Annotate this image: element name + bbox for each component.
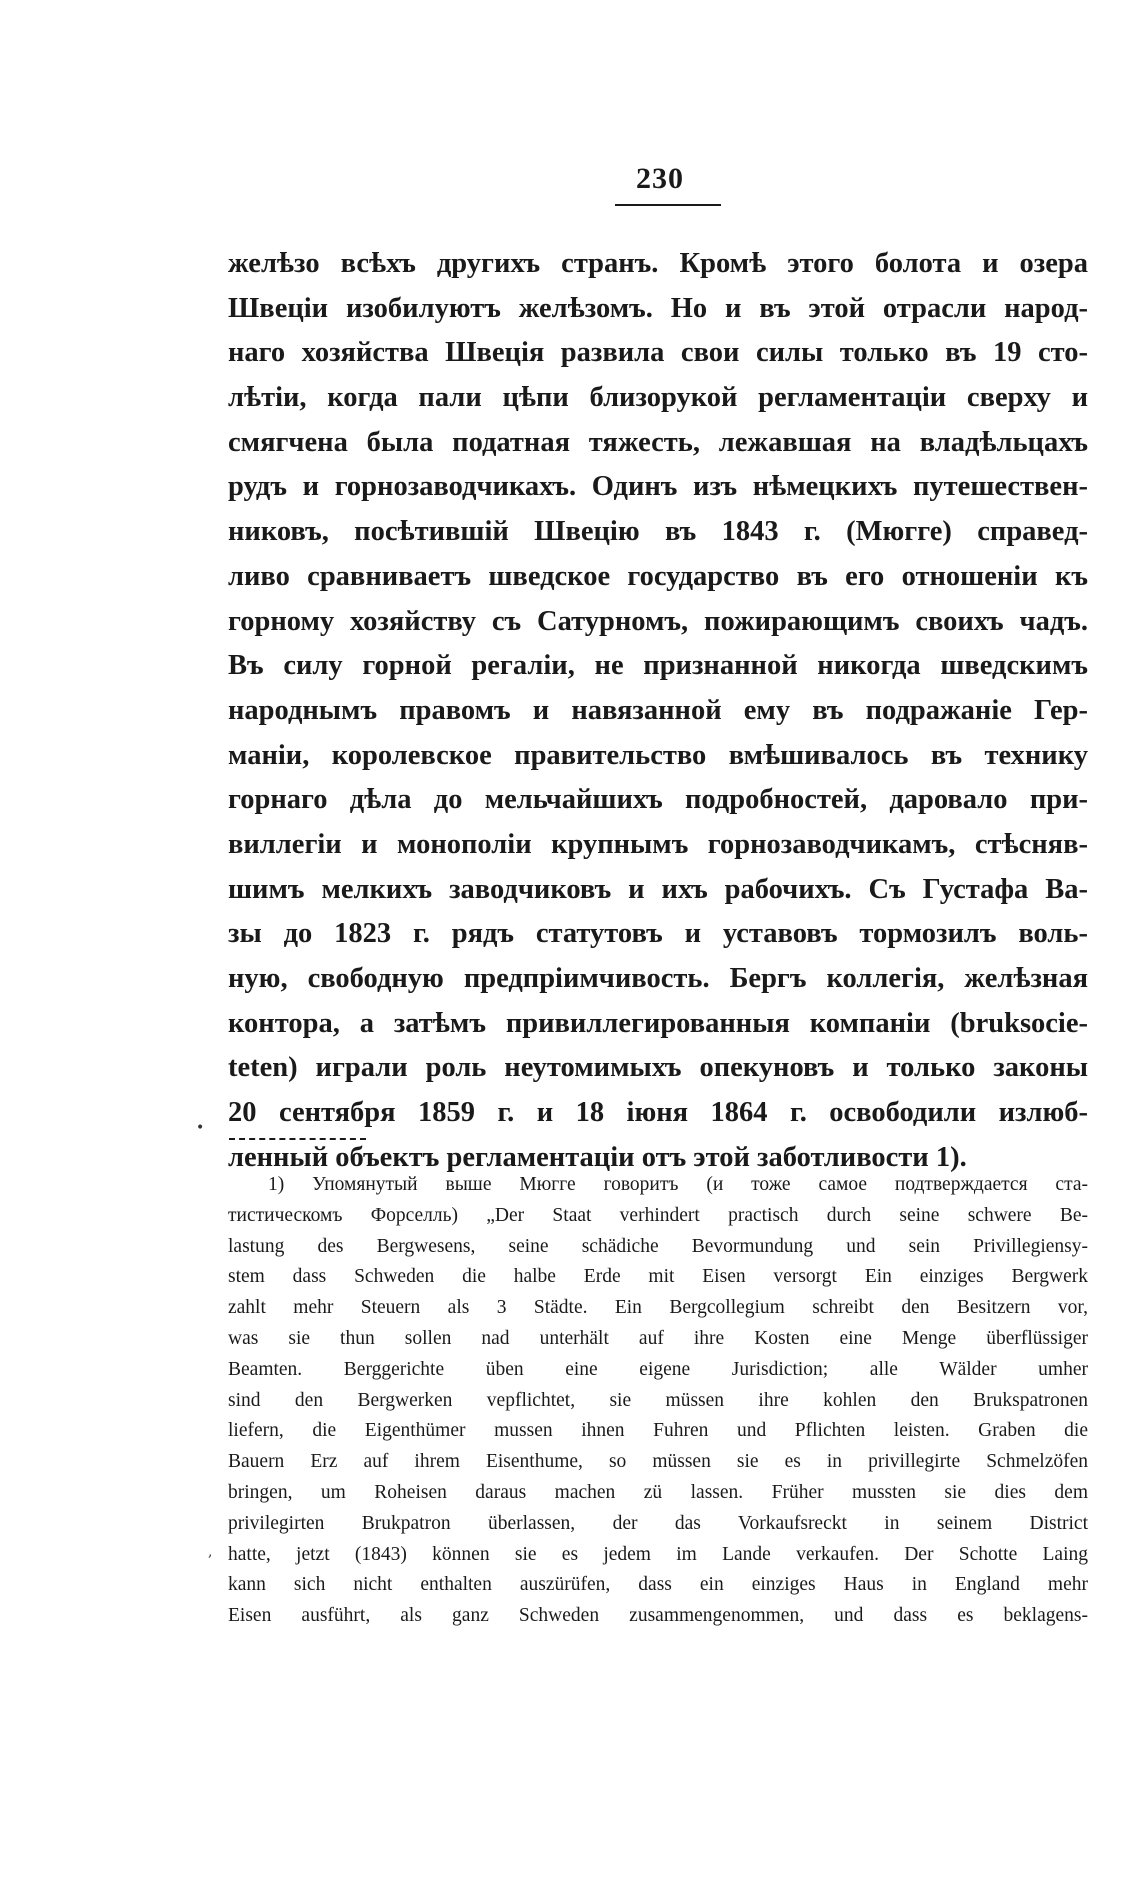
text-line: народнымъ правомъ и навязанной ему въ подражаніе Гер- [228, 694, 1088, 726]
margin-comma: , [208, 1544, 213, 1560]
text-line-content: ленный объектъ регламентаціи отъ этой заботливости [228, 1141, 929, 1173]
text-line: рудъ и горнозаводчикахъ. Одинъ изъ нѣмецкихъ путешествен- [228, 471, 1088, 503]
footnote-line: bringen, um Roheisen daraus machen zü lassen. Früher mussten sie dies dem [228, 1481, 1088, 1503]
main-text [228, 242, 1088, 1180]
text-line: смягчена была податная тяжесть, лежавшая на владѣльцахъ [228, 426, 1088, 458]
text-line: Въ силу горной регаліи, не признанной никогда шведскимъ [228, 650, 1088, 682]
text-line: 20 сентября 1859 г. и 18 іюня 1864 г. освободили излюб- [228, 1097, 1088, 1129]
footnote-line: sind den Bergwerken vepflichtet, sie müssen ihre kohlen den Brukspatronen [228, 1389, 1088, 1411]
page-number: 230 [636, 162, 684, 195]
text-line: желѣзо всѣхъ другихъ странъ. Кромѣ этого болота и озера [228, 248, 1088, 279]
footnote-line: hatte, jetzt (1843) können sie es jedem im Lande verkaufen. Der Schotte Laing [228, 1543, 1088, 1565]
footnote-reference[interactable]: 1) [935, 1141, 960, 1173]
text-line: лѣтіи, когда пали цѣпи близорукой регламентаціи сверху и [228, 382, 1088, 414]
text-line: teten) играли роль неутомимыхъ опекуновъ и только законы [228, 1052, 1088, 1084]
footnote-line: liefern, die Eigenthümer mussen ihnen Fuhren und Pflichten leisten. Graben die [228, 1420, 1088, 1442]
text-line: горному хозяйству съ Сатурномъ, пожирающимъ своихъ чадъ. [228, 605, 1088, 637]
footnote-line: Bauern Erz auf ihrem Eisenthume, so müssen sie es in privillegirte Schmelzöfen [228, 1451, 1088, 1473]
text-line: ливо сравниваетъ шведское государство въ его отношеніи къ [228, 560, 1088, 592]
footnotes [228, 1170, 1088, 1632]
margin-bullet: • [196, 1120, 205, 1136]
page-number-rule [615, 204, 721, 206]
footnote-line: 1) Упомянутый выше Мюгге говоритъ (и тоже самое подтверждается ста- [268, 1174, 1088, 1195]
text-line: маніи, королевское правительство вмѣшивалось въ технику [228, 739, 1088, 771]
text-line: наго хозяйства Швеція развила свои силы только въ 19 сто- [228, 337, 1088, 369]
text-line: зы до 1823 г. рядъ статутовъ и уставовъ тормозилъ воль- [228, 918, 1088, 950]
text-line: никовъ, посѣтившій Швецію въ 1843 г. (Мюгге) справед- [228, 516, 1088, 548]
footnote-line: Eisen ausführt, als ganz Schweden zusammengenommen, und dass es beklagens- [228, 1605, 1088, 1627]
footnote-line: lastung des Bergwesens, seine schädiche Bevormundung und sein Privillegiensy- [228, 1235, 1088, 1257]
text-line: Швеціи изобилуютъ желѣзомъ. Но и въ этой отрасли народ- [228, 292, 1088, 324]
text-line: шимъ мелкихъ заводчиковъ и ихъ рабочихъ. Съ Густафа Ва- [228, 873, 1088, 905]
text-line: ную, свободную предпріимчивость. Бергъ коллегія, желѣзная [228, 963, 1088, 994]
footnote-line: was sie thun sollen nad unterhält auf ihre Kosten eine Menge überflüssiger [228, 1327, 1088, 1349]
text-line: виллегіи и монополіи крупнымъ горнозаводчикамъ, стѣсняв- [228, 828, 1088, 860]
text-line: контора, а затѣмъ привиллегированныя компаніи (bruksocie- [228, 1007, 1088, 1039]
footnote-line: тистическомъ Форселль) „Der Staat verhindert practisch durch seine schwere Be- [228, 1204, 1088, 1226]
footnote-separator [229, 1138, 366, 1140]
footnote-line: zahlt mehr Steuern als 3 Städte. Ein Bergcollegium schreibt den Besitzern vor, [228, 1297, 1088, 1319]
text-line-last: ленный объектъ регламентаціи отъ этой заботливости 1). [228, 1141, 967, 1173]
footnote-line: stem dass Schweden die halbe Erde mit Eisen versorgt Ein einziges Bergwerk [228, 1266, 1088, 1288]
footnote-line: Beamten. Berggerichte üben eine eigene Jurisdiction; alle Wälder umher [228, 1358, 1088, 1380]
text-line: горнаго дѣла до мельчайшихъ подробностей, даровало при- [228, 784, 1088, 816]
footnote-line: kann sich nicht enthalten auszürüfen, dass ein einziges Haus in England mehr [228, 1574, 1088, 1596]
footnote-line: privilegirten Brukpatron überlassen, der das Vorkaufsreckt in seinem District [228, 1512, 1088, 1534]
